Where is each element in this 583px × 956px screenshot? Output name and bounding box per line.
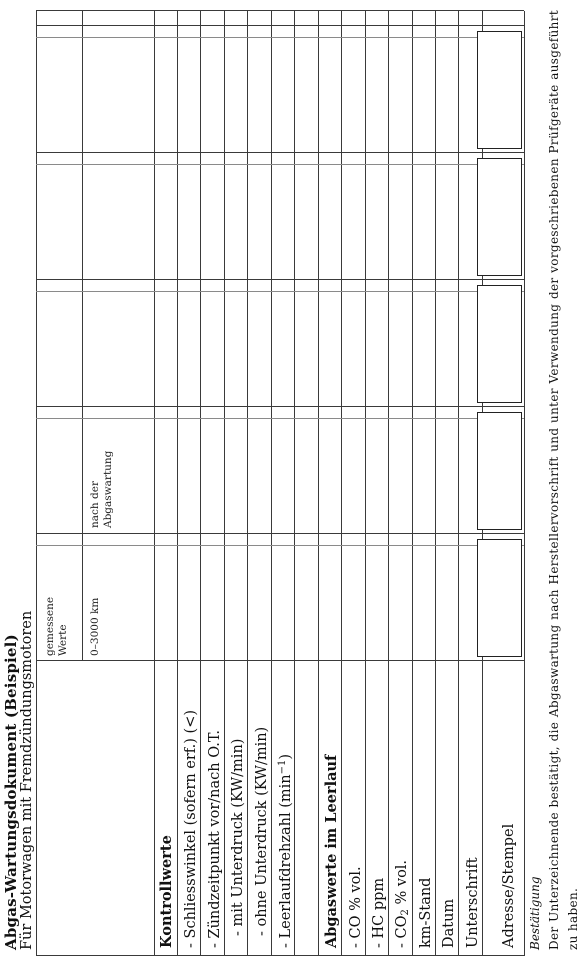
row-abgaswerte: Abgaswerte im Leerlauf [323,754,340,948]
table-column-split-line [36,545,524,546]
header-nach-der: nach der [89,481,101,528]
row-leerlaufdrehzahl: - Leerlaufdrehzahl $(\min^{-1})$ [277,753,294,948]
row-adresse-stempel: Adresse/Stempel [501,823,517,948]
row-co2: - $CO_2$ % vol. [394,859,411,948]
row-unterschrift: Unterschrift [465,857,481,948]
confirmation-title: Bestätigung [528,876,542,950]
table-column-line [36,660,524,661]
stamp-box[interactable] [477,31,522,149]
table-column-split-line [36,37,524,38]
table-column-line [36,406,524,407]
table-column-split-line [36,418,524,419]
header-gemessene-werte: gemessene Werte [44,596,69,656]
confirmation-text: Der Unterzeichnende bestätigt, die Abgaswartung nach Herstellervorschrift und unter Verwendung der vorgeschriebenen Prüfgeräte ausgeführt zu haben. [547,10,580,950]
row-kontrollwerte: Kontrollwerte [158,835,175,948]
row-ohne-unterdruck: - ohne Unterdruck (KW/min) [254,726,270,936]
row-co: - CO % vol. [348,866,364,948]
table-column-split-line [36,164,524,165]
stamp-box[interactable] [477,158,522,276]
table-column-line [36,152,524,153]
header-abgaswartung: Abgaswartung [102,450,114,528]
row-mit-unterdruck: - mit Unterdruck (KW/min) [230,738,246,936]
table-row-line [524,11,525,956]
table-column-split-line [36,291,524,292]
table-column-line [36,25,524,26]
header-divider-line [82,11,83,661]
table-column-line [36,533,524,534]
row-datum: Datum [441,898,457,948]
table-column-line [36,10,524,11]
header-range: 0–3000 km [89,597,101,656]
table-column-line [36,279,524,280]
row-zuendzeitpunkt: - Zündzeitpunkt vor/nach O.T. [207,730,223,948]
stamp-box[interactable] [477,539,522,657]
row-hc: - HC ppm [371,877,387,948]
stamp-box[interactable] [477,412,522,530]
stamp-box[interactable] [477,285,522,403]
row-schliesswinkel: - Schliesswinkel (sofern erf.) (<) [183,710,199,948]
document-title: Abgas-Wartungsdokument (Beispiel) [2,634,20,950]
row-km-stand: km-Stand [418,877,434,948]
document-subtitle: Für Motorwagen mit Fremdzündungsmotoren [19,610,35,950]
